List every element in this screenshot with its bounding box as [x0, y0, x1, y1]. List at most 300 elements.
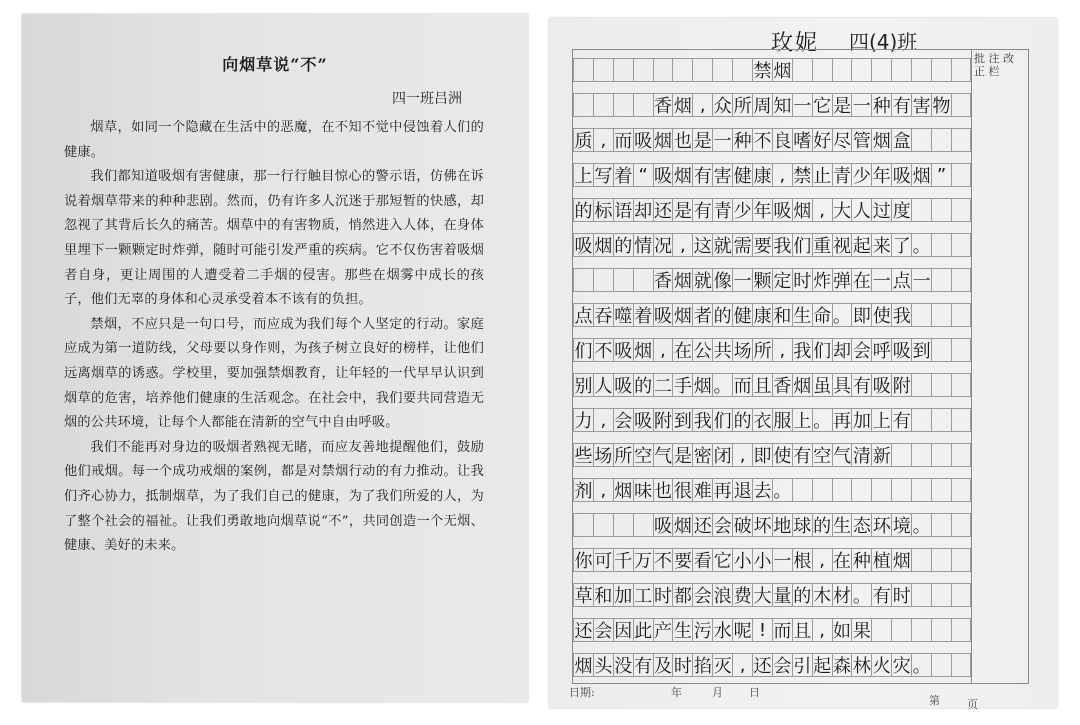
- grid-cell: 噬: [613, 303, 633, 327]
- grid-cell: 灭: [712, 653, 732, 677]
- grid-cell: 它: [712, 548, 732, 572]
- grid-cell: 有: [851, 373, 871, 397]
- grid-cell: 衣: [752, 408, 772, 432]
- grid-cell: [911, 408, 931, 432]
- grid-cell: 烟: [672, 513, 692, 537]
- grid-cell: 场: [593, 443, 613, 467]
- grid-cell: [931, 583, 951, 607]
- grid-cell: 服: [772, 408, 792, 432]
- grid-cell: 种: [871, 93, 891, 117]
- grid-cell: 会: [851, 338, 871, 362]
- grid-cell: 们: [792, 233, 812, 257]
- grid-cell: 可: [593, 548, 613, 572]
- grid-cell: [951, 303, 971, 327]
- essay-body: [64, 116, 484, 559]
- grid-cell: 炸: [812, 268, 832, 292]
- grid-cell: 到: [911, 338, 931, 362]
- student-name: 玫妮: [771, 31, 820, 56]
- grid-cell: 弹: [832, 268, 852, 292]
- grid-cell: [951, 163, 971, 187]
- grid-cell: 浪: [712, 583, 732, 607]
- grid-cell: 味: [633, 478, 653, 502]
- grid-cell: 需: [732, 233, 752, 257]
- grid-cell: 重: [812, 233, 832, 257]
- grid-cell: 生: [832, 513, 852, 537]
- grid-cell: 即: [752, 443, 772, 467]
- grid-cell: 附: [891, 373, 911, 397]
- grid-cell: ,: [772, 163, 792, 187]
- grid-cell: 去: [752, 478, 772, 502]
- grid-cell: 木: [812, 583, 832, 607]
- essay-author: 四一班吕洲: [392, 91, 462, 107]
- grid-cell: [871, 478, 891, 502]
- grid-cell: 吸: [653, 303, 673, 327]
- grid-cell: 这: [692, 233, 712, 257]
- grid-cell: 果: [851, 618, 871, 642]
- grid-cell: 健: [732, 303, 752, 327]
- essay-title: 向烟草说“不”: [222, 55, 328, 74]
- grid-cell: 要: [672, 548, 692, 572]
- grid-cell: 我: [891, 303, 911, 327]
- grid-row: [573, 58, 971, 82]
- grid-cell: 力: [573, 408, 593, 432]
- grid-cell: 烟: [672, 163, 692, 187]
- grid-cell: 着: [613, 163, 633, 187]
- grid-cell: [911, 128, 931, 152]
- grid-cell: 也: [653, 478, 673, 502]
- grid-cell: 吸: [613, 338, 633, 362]
- grid-cell: 而: [613, 128, 633, 152]
- grid-cell: 一: [772, 548, 792, 572]
- grid-cell: 产: [653, 618, 673, 642]
- grid-cell: 年: [752, 198, 772, 222]
- grid-cell: [931, 233, 951, 257]
- grid-cell: 是: [832, 93, 852, 117]
- grid-row: [573, 233, 971, 257]
- grid-cell: [851, 478, 871, 502]
- grid-cell: 管: [851, 128, 871, 152]
- essay-paragraph: 禁烟，不应只是一句口号，而应成为我们每个人坚定的行动。家庭应成为第一道防线，父母要以身作则，为孩子树立良好的榜样，让他们远离烟草的诱惑。学校里，要加强禁烟教育，让年轻的一代早早认识到烟草的危害，培养他们健康的生活观念。在社会中，我们要共同营造无烟的公共环境，让每个人都能在清新的空气中自由呼吸。: [64, 316, 484, 431]
- grid-cell: [692, 58, 712, 82]
- grid-cell: 知: [772, 93, 792, 117]
- grid-cell: 是: [692, 128, 712, 152]
- grid-cell: [931, 303, 951, 327]
- grid-cell: [633, 58, 653, 82]
- footer-month-label: 月: [712, 686, 723, 699]
- grid-cell: “: [633, 163, 653, 187]
- grid-cell: 烟: [573, 653, 593, 677]
- grid-cell: [951, 93, 971, 117]
- grid-cell: 吸: [653, 163, 673, 187]
- grid-cell: 害: [911, 93, 931, 117]
- grid-cell: 空: [812, 443, 832, 467]
- grid-cell: 看: [692, 548, 712, 572]
- grid-cell: 态: [851, 513, 871, 537]
- grid-cell: 禁: [752, 58, 772, 82]
- grid-cell: [931, 513, 951, 537]
- grid-cell: 再: [712, 478, 732, 502]
- grid-cell: 在: [851, 268, 871, 292]
- grid-cell: 有: [692, 163, 712, 187]
- grid-cell: [911, 478, 931, 502]
- grid-cell: 烟: [672, 303, 692, 327]
- grid-cell: [931, 618, 951, 642]
- grid-cell: [931, 373, 951, 397]
- grid-cell: [951, 198, 971, 222]
- grid-cell: 是: [672, 198, 692, 222]
- grid-cell: [573, 513, 593, 537]
- grid-cell: 水: [712, 618, 732, 642]
- grid-cell: 禁: [792, 163, 812, 187]
- grid-cell: 青: [712, 198, 732, 222]
- grid-cell: 呼: [871, 338, 891, 362]
- grid-cell: [593, 513, 613, 537]
- grid-cell: 有: [692, 198, 712, 222]
- footer-day-label: 日: [749, 686, 760, 699]
- grid-cell: [931, 548, 951, 572]
- footer-page-label: 第: [929, 694, 940, 707]
- grid-cell: 场: [732, 338, 752, 362]
- grid-cell: 万: [633, 548, 653, 572]
- grid-cell: 它: [812, 93, 832, 117]
- grid-cell: 。: [911, 233, 931, 257]
- grid-cell: 你: [573, 548, 593, 572]
- grid-cell: 来: [871, 233, 891, 257]
- grid-cell: 良: [772, 128, 792, 152]
- grid-cell: 时: [891, 583, 911, 607]
- grid-cell: 一: [911, 268, 931, 292]
- grid-cell: 林: [851, 653, 871, 677]
- grid-cell: [732, 58, 752, 82]
- grid-cell: 烟: [911, 163, 931, 187]
- essay-paragraph: 我们不能再对身边的吸烟者熟视无睹，而应友善地提醒他们，鼓励他们戒烟。每一个成功戒烟的案例，都是对禁烟行动的有力推动。让我们齐心协力，抵制烟草，为了我们自己的健康，为了我们所爱的人，为了整个社会的福祉。让我们勇敢地向烟草说“不”，共同创造一个无烟、健康、美好的未来。: [64, 439, 484, 554]
- footer-date-label: 日期:: [569, 686, 595, 699]
- grid-cell: 千: [613, 548, 633, 572]
- grid-cell: 而: [732, 373, 752, 397]
- grid-cell: 。: [851, 583, 871, 607]
- grid-cell: 们: [573, 338, 593, 362]
- grid-cell: 会: [692, 583, 712, 607]
- grid-cell: 再: [832, 408, 852, 432]
- grid-cell: ,: [593, 478, 613, 502]
- grid-cell: 都: [672, 583, 692, 607]
- footer-year-label: 年: [671, 686, 682, 699]
- grid-cell: 尽: [832, 128, 852, 152]
- grid-cell: 所: [613, 443, 633, 467]
- grid-cell: [931, 198, 951, 222]
- grid-cell: ,: [672, 233, 692, 257]
- grid-cell: 着: [633, 303, 653, 327]
- grid-cell: 种: [851, 548, 871, 572]
- grid-cell: 吸: [891, 338, 911, 362]
- grid-cell: 众: [712, 93, 732, 117]
- essay-paragraph: 烟草，如同一个隐藏在生活中的恶魔，在不知不觉中侵蚀着人们的健康。: [64, 120, 484, 160]
- grid-cell: 我: [772, 233, 792, 257]
- grid-cell: 共: [712, 338, 732, 362]
- grid-cell: 健: [732, 163, 752, 187]
- footer-page-suffix: 页: [967, 698, 978, 711]
- grid-row: [573, 268, 971, 292]
- grid-cell: [911, 373, 931, 397]
- grid-cell: 还: [752, 653, 772, 677]
- grid-cell: 掐: [692, 653, 712, 677]
- grid-cell: [951, 513, 971, 537]
- grid-cell: [951, 583, 971, 607]
- grid-cell: [931, 653, 951, 677]
- grid-cell: 害: [712, 163, 732, 187]
- grid-cell: [931, 128, 951, 152]
- grid-cell: [931, 408, 951, 432]
- grid-cell: 费: [732, 583, 752, 607]
- grid-cell: ,: [732, 653, 752, 677]
- grid-cell: 量: [772, 583, 792, 607]
- grid-cell: 有: [792, 443, 812, 467]
- grid-cell: 所: [752, 338, 772, 362]
- grid-cell: 视: [832, 233, 852, 257]
- grid-cell: [931, 478, 951, 502]
- grid-cell: 具: [832, 373, 852, 397]
- grid-cell: 生: [792, 303, 812, 327]
- grid-cell: 森: [832, 653, 852, 677]
- grid-cell: 材: [832, 583, 852, 607]
- grid-cell: [633, 268, 653, 292]
- grid-cell: 到: [672, 408, 692, 432]
- grid-cell: 还: [653, 198, 673, 222]
- grid-cell: 者: [692, 303, 712, 327]
- grid-cell: 烟: [792, 198, 812, 222]
- grid-cell: 会: [712, 513, 732, 537]
- grid-cell: [931, 338, 951, 362]
- grid-cell: 密: [692, 443, 712, 467]
- grid-cell: [931, 268, 951, 292]
- grid-cell: 周: [752, 93, 772, 117]
- grid-cell: 。: [832, 303, 852, 327]
- grid-cell: 烟: [891, 548, 911, 572]
- grid-cell: [633, 93, 653, 117]
- grid-cell: [573, 268, 593, 292]
- grid-cell: 吸: [573, 233, 593, 257]
- grid-cell: ,: [653, 338, 673, 362]
- grid-cell: 吸: [633, 408, 653, 432]
- grid-cell: [951, 408, 971, 432]
- grid-row: [573, 478, 971, 502]
- grid-cell: 此: [633, 618, 653, 642]
- grid-cell: 人: [593, 373, 613, 397]
- grid-cell: 呢: [732, 618, 752, 642]
- grid-cell: [871, 58, 891, 82]
- grid-cell: [871, 618, 891, 642]
- grid-cell: [613, 58, 633, 82]
- grid-cell: ,: [692, 93, 712, 117]
- grid-cell: 还: [573, 618, 593, 642]
- grid-cell: 小: [752, 548, 772, 572]
- grid-cell: [851, 58, 871, 82]
- grid-cell: 就: [692, 268, 712, 292]
- student-class: 四(4)班: [849, 30, 918, 54]
- grid-cell: 公: [692, 338, 712, 362]
- writing-grid: [572, 49, 972, 684]
- grid-cell: [911, 303, 931, 327]
- grid-row: [573, 163, 971, 187]
- grid-cell: 标: [593, 198, 613, 222]
- grid-cell: 情: [633, 233, 653, 257]
- grid-cell: 清: [851, 443, 871, 467]
- grid-cell: 空: [633, 443, 653, 467]
- grid-cell: 会: [613, 408, 633, 432]
- grid-cell: 况: [653, 233, 673, 257]
- grid-cell: 是: [672, 443, 692, 467]
- grid-cell: 退: [732, 478, 752, 502]
- grid-cell: ,: [812, 548, 832, 572]
- grid-cell: 时: [792, 268, 812, 292]
- grid-cell: 。: [772, 478, 792, 502]
- grid-cell: 球: [792, 513, 812, 537]
- grid-cell: [931, 443, 951, 467]
- grid-cell: 香: [653, 268, 673, 292]
- grid-cell: 烟: [613, 478, 633, 502]
- grid-cell: 的: [633, 373, 653, 397]
- grid-cell: 香: [772, 373, 792, 397]
- grid-cell: 大: [832, 198, 852, 222]
- grid-cell: 烟: [672, 93, 692, 117]
- grid-cell: !: [752, 618, 772, 642]
- grid-cell: 颗: [752, 268, 772, 292]
- grid-cell: 引: [792, 653, 812, 677]
- grid-row: [573, 548, 971, 572]
- grid-cell: 时: [653, 583, 673, 607]
- grid-cell: [593, 58, 613, 82]
- grid-row: [573, 513, 971, 537]
- grid-cell: 会: [772, 653, 792, 677]
- grid-cell: 定: [772, 268, 792, 292]
- grid-cell: [613, 93, 633, 117]
- grid-cell: [951, 233, 971, 257]
- grid-cell: 在: [672, 338, 692, 362]
- grid-cell: ,: [732, 443, 752, 467]
- grid-cell: [911, 198, 931, 222]
- grid-row: [573, 443, 971, 467]
- grid-cell: 破: [732, 513, 752, 537]
- grid-cell: 环: [871, 513, 891, 537]
- grid-cell: 火: [871, 653, 891, 677]
- grid-cell: 草: [573, 583, 593, 607]
- grid-cell: 使: [871, 303, 891, 327]
- grid-cell: 点: [573, 303, 593, 327]
- grid-cell: [891, 478, 911, 502]
- grid-cell: [911, 618, 931, 642]
- grid-cell: 且: [792, 618, 812, 642]
- grid-cell: 吸: [633, 128, 653, 152]
- grid-cell: 度: [891, 198, 911, 222]
- printed-essay-page: [22, 14, 528, 702]
- grid-cell: 起: [812, 653, 832, 677]
- grid-cell: 也: [672, 128, 692, 152]
- grid-cell: 不: [593, 338, 613, 362]
- grid-cell: 一: [871, 268, 891, 292]
- grid-cell: 在: [832, 548, 852, 572]
- grid-cell: 吸: [871, 373, 891, 397]
- grid-cell: 吸: [613, 373, 633, 397]
- grid-cell: ,: [772, 338, 792, 362]
- grid-cell: 的: [792, 583, 812, 607]
- grid-cell: 因: [613, 618, 633, 642]
- grid-cell: [951, 443, 971, 467]
- grid-cell: 烟: [653, 128, 673, 152]
- grid-cell: 地: [772, 513, 792, 537]
- grid-cell: 不: [752, 128, 772, 152]
- grid-cell: ,: [812, 618, 832, 642]
- grid-cell: 少: [732, 198, 752, 222]
- grid-cell: [812, 58, 832, 82]
- grid-cell: 烟: [871, 128, 891, 152]
- grid-cell: 康: [752, 303, 772, 327]
- grid-row: [573, 583, 971, 607]
- grid-cell: 坏: [752, 513, 772, 537]
- grid-cell: 命: [812, 303, 832, 327]
- grid-cell: [633, 513, 653, 537]
- grid-cell: 吸: [891, 163, 911, 187]
- grid-cell: 些: [573, 443, 593, 467]
- grid-cell: 烟: [692, 373, 712, 397]
- grid-cell: 和: [772, 303, 792, 327]
- grid-cell: 过: [871, 198, 891, 222]
- grid-cell: [951, 653, 971, 677]
- grid-cell: 时: [672, 653, 692, 677]
- grid-cell: 了: [891, 233, 911, 257]
- grid-cell: [951, 548, 971, 572]
- grid-cell: 小: [732, 548, 752, 572]
- grid-cell: 附: [653, 408, 673, 432]
- grid-cell: 人: [851, 198, 871, 222]
- grid-cell: [951, 128, 971, 152]
- grid-cell: ,: [593, 408, 613, 432]
- grid-cell: [573, 93, 593, 117]
- grid-cell: 和: [593, 583, 613, 607]
- grid-cell: [911, 548, 931, 572]
- grid-cell: 会: [593, 618, 613, 642]
- grid-cell: 即: [851, 303, 871, 327]
- grid-cell: 烟: [772, 58, 792, 82]
- grid-cell: [951, 373, 971, 397]
- grid-cell: 而: [772, 618, 792, 642]
- grid-cell: [832, 58, 852, 82]
- grid-cell: [573, 58, 593, 82]
- grid-cell: 吞: [593, 303, 613, 327]
- grid-cell: 少: [851, 163, 871, 187]
- grid-row: [573, 128, 971, 152]
- grid-cell: 大: [752, 583, 772, 607]
- grid-cell: 生: [672, 618, 692, 642]
- grid-cell: 还: [692, 513, 712, 537]
- grid-row: [573, 303, 971, 327]
- grid-cell: [891, 58, 911, 82]
- grid-cell: 语: [613, 198, 633, 222]
- grid-cell: 吸: [772, 198, 792, 222]
- grid-cell: 烟: [792, 373, 812, 397]
- grid-cell: 难: [692, 478, 712, 502]
- grid-cell: [812, 478, 832, 502]
- grid-cell: 工: [633, 583, 653, 607]
- grid-cell: 烟: [593, 233, 613, 257]
- grid-cell: 境: [891, 513, 911, 537]
- grid-cell: 灾: [891, 653, 911, 677]
- grid-cell: [931, 58, 951, 82]
- grid-cell: 止: [812, 163, 832, 187]
- grid-cell: 就: [712, 233, 732, 257]
- grid-cell: 点: [891, 268, 911, 292]
- grid-cell: 如: [832, 618, 852, 642]
- grid-row: [573, 198, 971, 222]
